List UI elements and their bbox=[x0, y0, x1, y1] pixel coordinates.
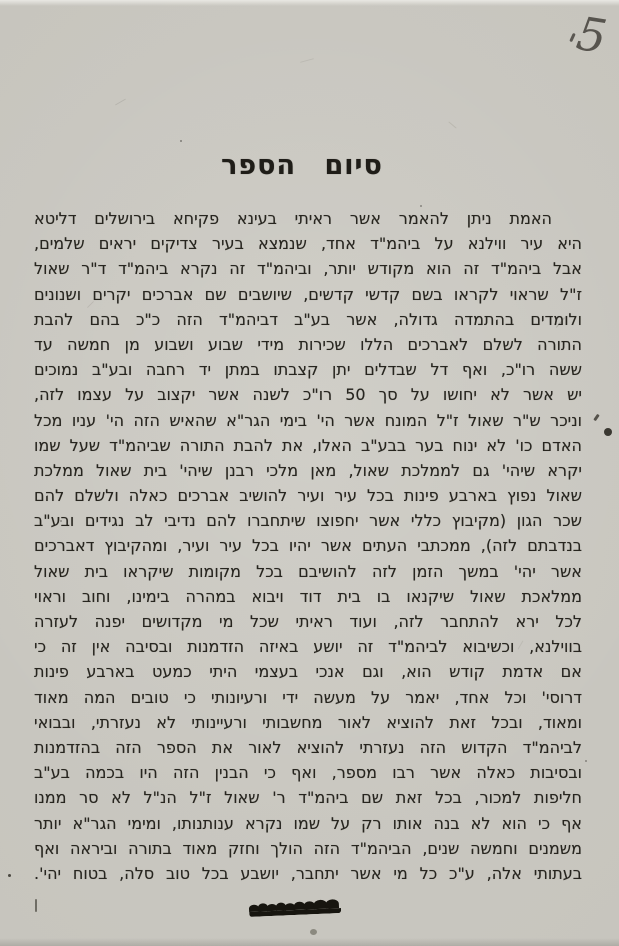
paper-scratch bbox=[448, 121, 456, 128]
ink-speck bbox=[604, 428, 612, 436]
text-line-22: לביהמ"ד הקדוש הזה נעזרתי להוציא לאור את הספר הזה בהזדמנות bbox=[34, 737, 582, 757]
text-line-13: שכר הגון (מקיבוץ כללי אשר יחפוצו שיתחברו להם נדיבי לב נגידים ובע"ב bbox=[34, 511, 582, 531]
text-line-8: יש אשר לא יחושו על סך 50 רו"כ לשנה אשר יקצוב על עצמו לזה, bbox=[34, 385, 583, 405]
page-title: סיום הספר bbox=[221, 150, 383, 181]
pen-tick-mark bbox=[569, 33, 576, 42]
text-line-16: ממלאכת שאול שיקנאו בו בית דוד ויבוא במהרה בימינו, וחוב וראוי bbox=[34, 586, 582, 606]
handwritten-page-number: 5 bbox=[573, 6, 611, 64]
paper-speck bbox=[60, 520, 62, 522]
text-line-2: היא עיר ווילנא על ביהמ"ד אחד, שנמצא בעיר צדיקים יראים שלמים, bbox=[34, 234, 582, 254]
text-line-9: וניכר ש"ר שאול ז"ל המונח אשר הי' בימי הגר"א שהאיש הזה הי' עניו מכל bbox=[34, 410, 582, 430]
text-line-20: דרוסי' וכל אחד, יאמר על מעשה ידי ורעיונותי כי טובים המה מאוד bbox=[34, 687, 582, 707]
scalloped-divider-ornament bbox=[249, 899, 342, 917]
text-line-21: ומאוד, ובכל זאת להוציא לאור מחשבותי ורעיינותי לא נעזרתי, ובבואי bbox=[34, 712, 582, 732]
gray-dot bbox=[310, 929, 317, 935]
text-line-25: אף כי הוא לא בנה אותו רק על שמו נקרא ענותנותו, ומימי הגר"א יותר bbox=[34, 813, 582, 833]
ink-fleck bbox=[593, 414, 599, 421]
paper-speck bbox=[585, 760, 587, 762]
text-line-1: האמת ניתן להאמר אשר ראיתי בעינא פקיחא בירושלים דליטא bbox=[34, 209, 552, 228]
text-line-11: יקרא שיהי' גם לממלכת שאול, מאן מלכי רבנן שיהי' בית שאול ממלכת bbox=[34, 460, 582, 480]
ink-dot bbox=[8, 874, 11, 877]
body-text bbox=[34, 206, 582, 886]
paper-speck bbox=[420, 205, 422, 207]
text-line-7: ששה רו"כ, ואף דל שבדלים יתן קצבתו במתן יד רחבה ובע"ב נמוכים bbox=[34, 360, 582, 380]
text-line-4: ז"ל שראוי לקראו בשם קדשי קדשים, שיושבים שם אברכים יקרים ושנונים bbox=[34, 284, 582, 304]
text-line-24: חליפות למכור, בכל זאת שם ביהמ"ד ר' שאול ז"ל הנ"ל לא סר ממנו bbox=[34, 788, 582, 808]
text-line-3: אבל ביהמ"ד זה הוא מקודש יותר, וביהמ"ד זה נקרא ביהמ"ד ד"ר שאול bbox=[34, 259, 582, 279]
paper-speck bbox=[180, 140, 182, 142]
text-line-14: בנדבתם לזה), ממכתבי העתים אשר יהיו בכל עיר ועיר, ומהקיבוץ דאברכים bbox=[34, 536, 582, 556]
text-line-26: משמנים וחמשה שנים, הביהמ"ד הזה הולך וחזק מאוד בתורה וביראה ואף bbox=[34, 838, 582, 858]
ornament-bump bbox=[326, 899, 339, 909]
text-line-18: בווילנא, וכשיבוא לביהמ"ד זה יושע באיזה הזדמנות ובסיבה אין זה כי bbox=[34, 637, 582, 657]
paper-scratch bbox=[115, 99, 126, 106]
text-line-6: התורה לשלם לאברכים הללו שכירות מידי שבוע ושבוע מן חמשה עד bbox=[34, 334, 582, 354]
text-line-27: בעתותי אלה, ע"כ כל מי אשר יתחבר, יושבע בכל טוב סלה, בטוח יהי'. bbox=[34, 863, 582, 883]
text-line-15: אשר יהי' במשך הזמן לזה להושיבם בכל מקומות שיקראו בית שאול bbox=[34, 561, 582, 581]
text-line-12: שאול נפוץ בארבע פינות בכל עיר ועיר להושיב אברכים כאלה ולשלם להם bbox=[34, 486, 582, 506]
paper-scratch bbox=[300, 58, 314, 63]
pen-stroke bbox=[35, 899, 37, 912]
text-line-5: ולומדים בהתמדה גדולה, אשר בע"ב דביהמ"ד הזה כ"כ בהם להבת bbox=[34, 309, 582, 329]
text-line-17: לכל ירא להתחבר לזה, ועוד ראיתי שכל מי מקדושים יפנה לעזרה bbox=[34, 612, 582, 631]
text-line-23: ובסיבות כאלה אשר רבו מספר, ואף כי הבנין הזה היו בכמה בע"ב bbox=[34, 763, 582, 783]
text-line-19: אם אדמת קודש הוא, וגם אנכי בעצמי היתי כמעט בארבע פינות bbox=[34, 662, 582, 682]
text-line-10: האדם כו' לא ינוח בער בבע"ב האלו, את להבת התורה שביהמ"ד שעל שמו bbox=[34, 435, 582, 455]
